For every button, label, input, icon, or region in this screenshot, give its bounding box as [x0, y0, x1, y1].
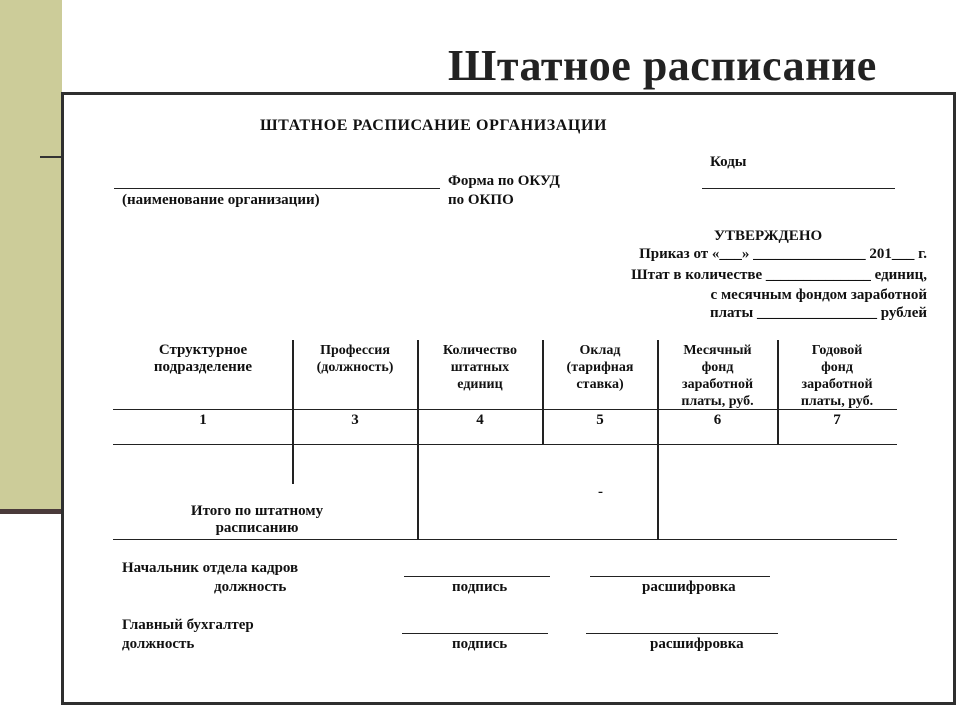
signature-2-position: должность	[122, 636, 195, 652]
table-bottom-rule	[113, 539, 897, 540]
signature-1-title: Начальник отдела кадров	[122, 560, 299, 576]
col-number-3: 3	[351, 412, 359, 428]
total-label: Итого по штатному расписанию	[190, 503, 324, 536]
okpo-label: по ОКПО	[448, 192, 514, 208]
header-structural-unit: Структурное подразделение	[153, 342, 253, 375]
header-annual-fund: Годовой фонд заработной платы, руб.	[800, 343, 874, 409]
form-okud-label: Форма по ОКУД	[448, 173, 560, 189]
salary-dash: -	[598, 484, 603, 500]
col-number-4: 4	[476, 412, 484, 428]
header-salary: Оклад (тарифная ставка)	[566, 343, 634, 392]
signature-1-sign-line	[404, 576, 550, 577]
form-frame	[61, 92, 956, 705]
approved-title: УТВЕРЖДЕНО	[714, 228, 823, 244]
signature-1-decode-line	[590, 576, 770, 577]
title-accent-rule	[40, 156, 62, 158]
header-profession: Профессия (должность)	[316, 343, 394, 375]
sidebar-divider	[0, 509, 62, 514]
approved-fund-line: с месячным фондом заработной	[710, 287, 927, 303]
form-heading: ШТАТНОЕ РАСПИСАНИЕ ОРГАНИЗАЦИИ	[260, 117, 608, 134]
codes-label: Коды	[710, 154, 747, 170]
org-name-line	[114, 188, 440, 189]
table-number-bottom-rule	[113, 444, 897, 445]
org-caption: (наименование организации)	[122, 192, 320, 208]
signature-1-decode-label: расшифровка	[642, 579, 736, 595]
approved-staff-line: Штат в количестве ______________ единиц,	[631, 267, 927, 283]
slide-title: Штатное расписание	[448, 41, 877, 90]
header-monthly-fund: Месячный фонд заработной платы, руб.	[681, 343, 754, 409]
signature-1-sign-label: подпись	[452, 579, 508, 595]
approved-order-line: Приказ от «___» _______________ 201___ г.	[639, 246, 927, 262]
sidebar-band	[0, 0, 62, 512]
col-number-6: 6	[713, 412, 722, 428]
col-number-5: 5	[596, 412, 604, 428]
signature-2-decode-label: расшифровка	[650, 636, 744, 652]
signature-2-sign-label: подпись	[452, 636, 508, 652]
codes-line	[702, 188, 895, 189]
signature-2-title: Главный бухгалтер	[122, 617, 254, 633]
signature-2-sign-line	[402, 633, 548, 634]
col-number-1: 1	[199, 412, 207, 428]
signature-2-decode-line	[586, 633, 778, 634]
approved-pay-line: платы ________________ рублей	[709, 305, 927, 321]
signature-1-position: должность	[214, 579, 287, 595]
header-staff-units: Количество штатных единиц	[442, 343, 518, 392]
col-number-7: 7	[833, 412, 841, 428]
